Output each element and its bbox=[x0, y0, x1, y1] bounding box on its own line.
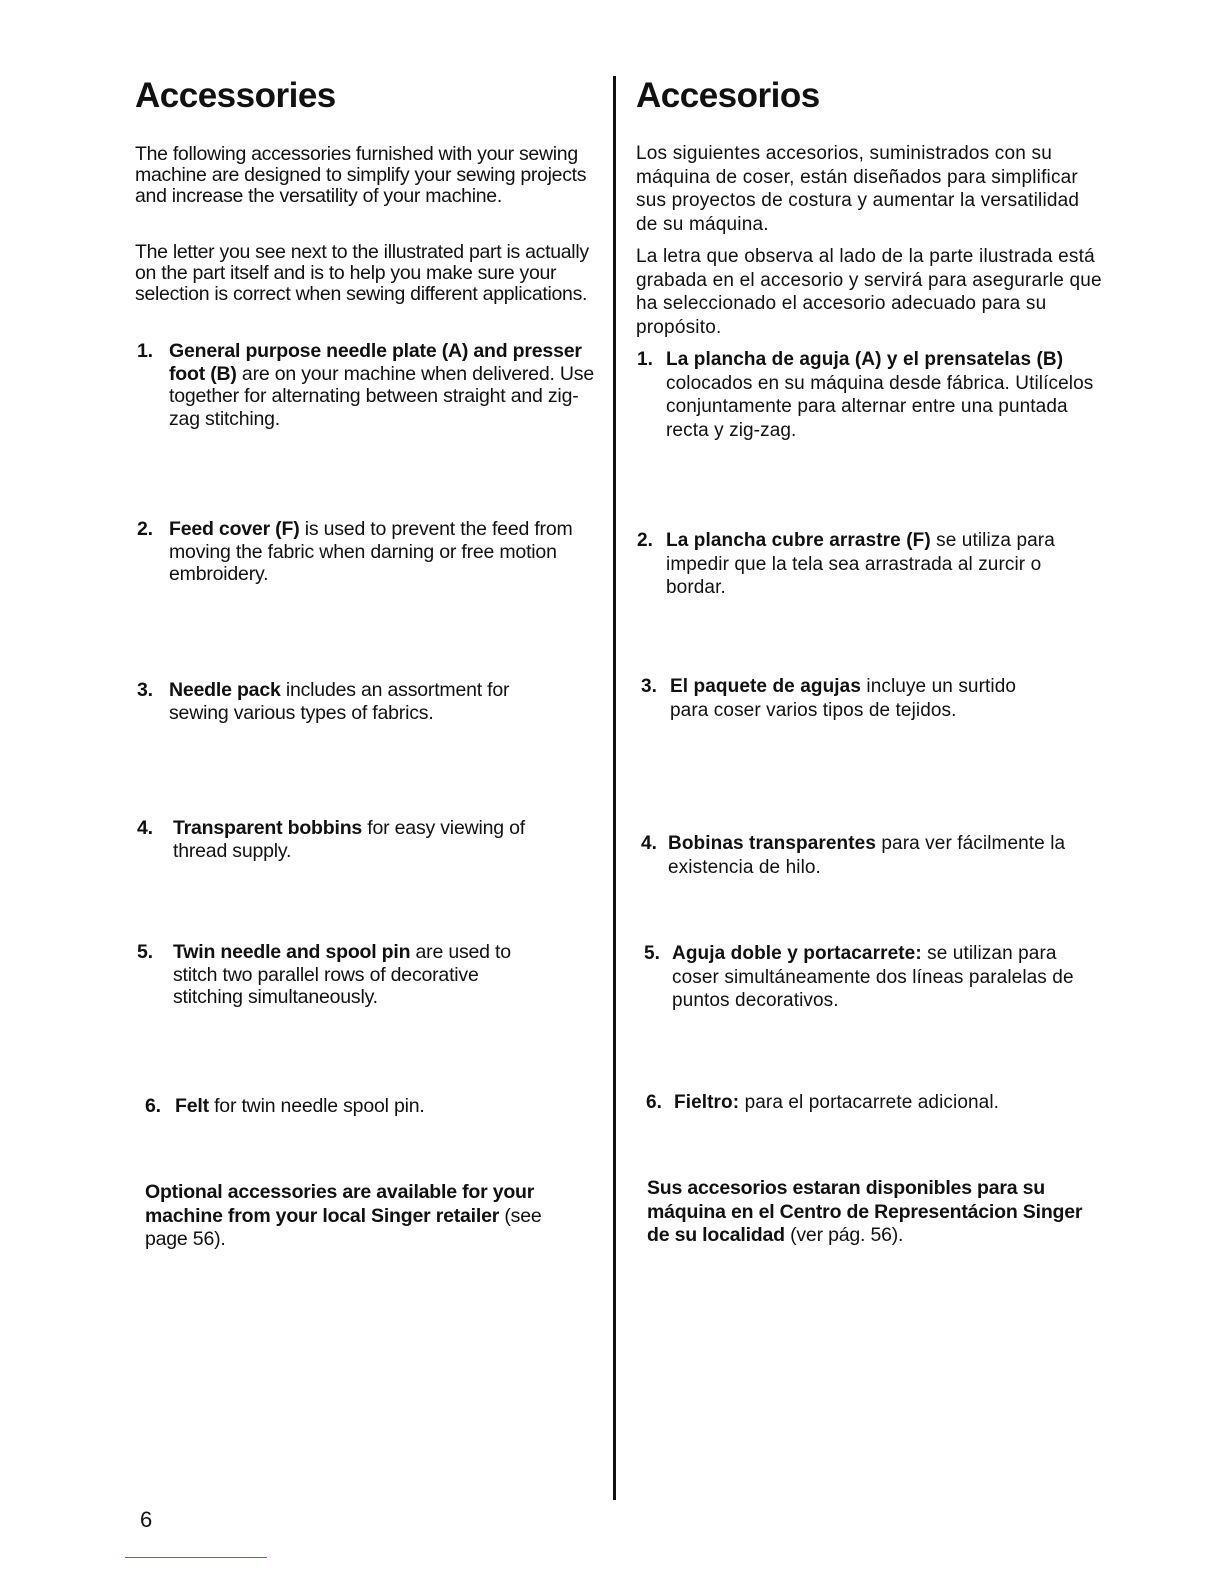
item-text: includes an assortment for sewing various types of fabrics. bbox=[169, 679, 510, 724]
item-number: 6. bbox=[145, 1095, 161, 1117]
item-number: 5. bbox=[644, 943, 661, 964]
list-item bbox=[135, 518, 605, 586]
bottom-rule bbox=[125, 1557, 267, 1558]
intro-paragraph: Los siguientes accesorios, suministrados con su máquina de coser, están diseñados para simplificar sus proyectos de costura y aumentar la versatilidad de su máquina. bbox=[636, 143, 1080, 235]
item-number: 2. bbox=[137, 518, 153, 540]
list-item bbox=[135, 679, 605, 724]
letter-note-paragraph: The letter you see next to the illustrated part is actually on the part itself and is to help you make sure your selection is correct when sewing different applications. bbox=[135, 241, 589, 305]
item-text: are on your machine when delivered. Use together for alternating between straight and zig-zag stitching. bbox=[169, 362, 594, 430]
item-number: 3. bbox=[137, 679, 153, 701]
item-number: 5. bbox=[137, 941, 153, 963]
item-term: El paquete de agujas bbox=[670, 676, 861, 697]
letter-note-paragraph: La letra que observa al lado de la parte ilustrada está grabada en el accesorio y servirá para asegurarle que ha seleccionado el accesorio adecuado para su propósito. bbox=[636, 246, 1102, 338]
list-item bbox=[636, 348, 1106, 442]
optional-note-text: (ver pág. 56). bbox=[784, 1224, 904, 1246]
optional-note-text: (see page 56). bbox=[145, 1204, 542, 1250]
item-term: La plancha cubre arrastre (F) bbox=[666, 530, 931, 551]
page-title-spanish: Accesorios bbox=[636, 76, 820, 115]
item-term: General purpose needle plate (A) and presser foot (B) bbox=[169, 340, 582, 385]
item-number: 1. bbox=[137, 340, 153, 362]
list-item bbox=[135, 340, 605, 430]
item-term: Needle pack bbox=[169, 679, 281, 701]
list-item bbox=[135, 941, 605, 1009]
list-item bbox=[636, 832, 1106, 879]
intro-paragraph: The following accessories furnished with your sewing machine are designed to simplify your sewing projects and increase the versatility of your machine. bbox=[135, 143, 587, 207]
item-term: Fieltro: bbox=[674, 1092, 740, 1113]
item-text: incluye un surtido para coser varios tipos de tejidos. bbox=[670, 676, 1017, 721]
list-item bbox=[135, 1095, 425, 1118]
item-term: La plancha de aguja (A) y el prensatelas (B) bbox=[666, 349, 1064, 370]
item-text: se utiliza para impedir que la tela sea arrastrada al zurcir o bordar. bbox=[666, 530, 1055, 598]
item-text: para ver fácilmente la existencia de hilo. bbox=[668, 833, 1066, 878]
page-number: 6 bbox=[140, 1507, 153, 1532]
list-item bbox=[135, 817, 605, 862]
item-number: 6. bbox=[646, 1092, 663, 1113]
list-item bbox=[636, 1091, 999, 1115]
list-item bbox=[636, 942, 1106, 1013]
item-number: 4. bbox=[137, 817, 153, 839]
item-text: are used to stitch two parallel rows of decorative stitching simultaneously. bbox=[173, 941, 511, 1008]
item-number: 4. bbox=[641, 833, 658, 854]
item-number: 2. bbox=[637, 530, 654, 551]
list-item bbox=[636, 675, 1106, 722]
item-number: 1. bbox=[637, 349, 654, 370]
item-text: se utilizan para coser simultáneamente dos líneas paralelas de puntos decorativos. bbox=[672, 943, 1074, 1011]
column-divider bbox=[613, 76, 616, 1500]
item-term: Twin needle and spool pin bbox=[173, 941, 411, 963]
optional-note-bold: Sus accesorios estaran disponibles para su máquina en el Centro de Representácion Singer de su localidad bbox=[647, 1177, 1083, 1246]
item-text: para el portacarrete adicional. bbox=[739, 1092, 1000, 1113]
item-term: Transparent bobbins bbox=[173, 817, 363, 839]
item-term: Felt bbox=[175, 1095, 209, 1117]
optional-accessories-note bbox=[145, 1181, 565, 1252]
item-text: colocados en su máquina desde fábrica. Utilícelos conjuntamente para alternar entre una puntada recta y zig-zag. bbox=[666, 372, 1094, 441]
page-title-english: Accessories bbox=[135, 76, 336, 115]
optional-accessories-note bbox=[647, 1177, 1107, 1248]
item-term: Aguja doble y portacarrete: bbox=[672, 943, 922, 964]
item-term: Feed cover (F) bbox=[169, 518, 300, 540]
list-item bbox=[636, 529, 1106, 600]
optional-note-bold: Optional accessories are available for your machine from your local Singer retailer bbox=[145, 1181, 535, 1227]
item-text: for easy viewing of thread supply. bbox=[173, 817, 525, 862]
item-term: Bobinas transparentes bbox=[668, 833, 876, 854]
item-number: 3. bbox=[641, 676, 658, 697]
item-text: is used to prevent the feed from moving the fabric when darning or free motion embroidery. bbox=[169, 518, 573, 585]
item-text: for twin needle spool pin. bbox=[208, 1095, 425, 1117]
